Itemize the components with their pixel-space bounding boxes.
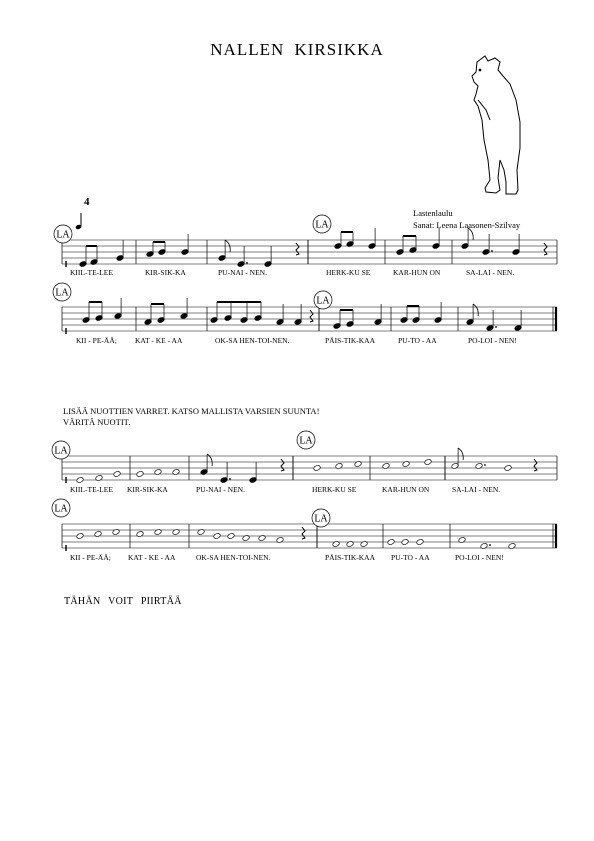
note-dot [489, 544, 491, 546]
note-flag [458, 448, 463, 460]
quarter-rest [302, 527, 305, 539]
note-head [113, 471, 121, 478]
la-label: LA [299, 435, 313, 447]
lyric-text: SA-LAI - NEN. [452, 485, 501, 494]
note-head [416, 539, 424, 546]
quarter-rest [281, 459, 284, 471]
note-head [213, 533, 221, 540]
note-dot [491, 250, 493, 252]
note-head [258, 535, 266, 542]
lyric-text: PU-NAI - NEN. [218, 268, 267, 277]
note-head [354, 461, 362, 468]
la-label: LA [314, 513, 328, 525]
genre-label: Lastenlaulu [413, 208, 453, 218]
la-label: LA [56, 229, 70, 241]
tempo-mark: 4 [84, 196, 90, 208]
note-head [172, 469, 180, 476]
lyric-text: OK-SA HEN-TOI-NEN. [215, 336, 290, 345]
note-head [346, 541, 354, 548]
lyric-text: PU-NAI - NEN. [196, 485, 245, 494]
lyric-text: PÄIS-TIK-KAA [325, 336, 375, 345]
quarter-rest [310, 310, 313, 322]
note-head [136, 531, 144, 538]
note-head [475, 463, 483, 470]
note-head [360, 541, 368, 548]
lyric-text: SA-LAI - NEN. [466, 268, 515, 277]
la-label: LA [54, 503, 68, 515]
note-head [197, 529, 205, 536]
note-head [76, 477, 84, 484]
note-head [276, 537, 284, 544]
note-head [424, 459, 432, 466]
note-head [136, 471, 144, 478]
note-head [401, 539, 409, 546]
note-head [335, 463, 343, 470]
page-title: NALLEN KIRSIKKA [210, 40, 384, 59]
note-dot [229, 478, 231, 480]
lyric-text: OK-SA HEN-TOI-NEN. [196, 553, 271, 562]
lyric-text: PO-LOI - NEN! [468, 336, 517, 345]
note-head [508, 543, 516, 550]
note-head [242, 535, 250, 542]
note-head [227, 533, 235, 540]
note-head [154, 529, 162, 536]
la-label: LA [316, 295, 330, 307]
note-dot [495, 326, 497, 328]
note-head [480, 543, 488, 550]
instruction-line-1: LISÄÄ NUOTTIEN VARRET. KATSO MALLISTA VARSIEN SUUNTA! [63, 406, 320, 416]
drawing-prompt: TÄHÄN VOIT PIIRTÄÄ [64, 596, 182, 607]
note-head [76, 533, 84, 540]
note-head [504, 465, 512, 472]
note-head [313, 465, 321, 472]
note-head [382, 463, 390, 470]
note-head [112, 529, 120, 536]
note-head [458, 537, 466, 544]
lyric-text: KIR-SIK-KA [145, 268, 186, 277]
lyric-text: PO-LOI - NEN! [455, 553, 504, 562]
la-label: LA [315, 219, 329, 231]
lyric-text: HERK-KU SE [326, 268, 371, 277]
note-dot [484, 464, 486, 466]
lyric-text: KAR-HUN ON [393, 268, 441, 277]
quarter-rest [296, 243, 299, 255]
instruction-line-2: VÄRITÄ NUOTIT. [63, 417, 131, 427]
lyric-text: KIIL-TE-LEE [70, 268, 113, 277]
quarter-rest [534, 459, 537, 471]
note-head [402, 461, 410, 468]
quarter-rest [544, 243, 547, 255]
lyric-text: HERK-KU SE [312, 485, 357, 494]
note-head [95, 475, 103, 482]
bear-illustration [472, 56, 520, 194]
note-head [387, 539, 395, 546]
la-label: LA [55, 287, 69, 299]
lyric-text: KII - PE-ÄÄ; [76, 336, 117, 345]
lyric-text: KAT - KE - AA [128, 553, 176, 562]
note-flag [468, 228, 473, 240]
lyric-text: KAR-HUN ON [382, 485, 430, 494]
note-dot [246, 262, 248, 264]
lyric-text: PU-TO - AA [398, 336, 437, 345]
note-head [172, 529, 180, 536]
note-head [94, 531, 102, 538]
lyricist-label: Sanat: Leena Laasonen-Szilvay [413, 220, 521, 230]
lyric-text: KII - PE-ÄÄ; [70, 553, 111, 562]
lyric-text: PÄIS-TIK-KAA [325, 553, 375, 562]
note-head [332, 541, 340, 548]
lyric-text: KIIL-TE-LEE [70, 485, 113, 494]
lyric-text: PU-TO - AA [391, 553, 430, 562]
lyric-text: KIR-SIK-KA [127, 485, 168, 494]
lyric-text: KAT - KE - AA [135, 336, 183, 345]
note-head [154, 469, 162, 476]
la-label: LA [54, 445, 68, 457]
note-flag [473, 304, 478, 316]
